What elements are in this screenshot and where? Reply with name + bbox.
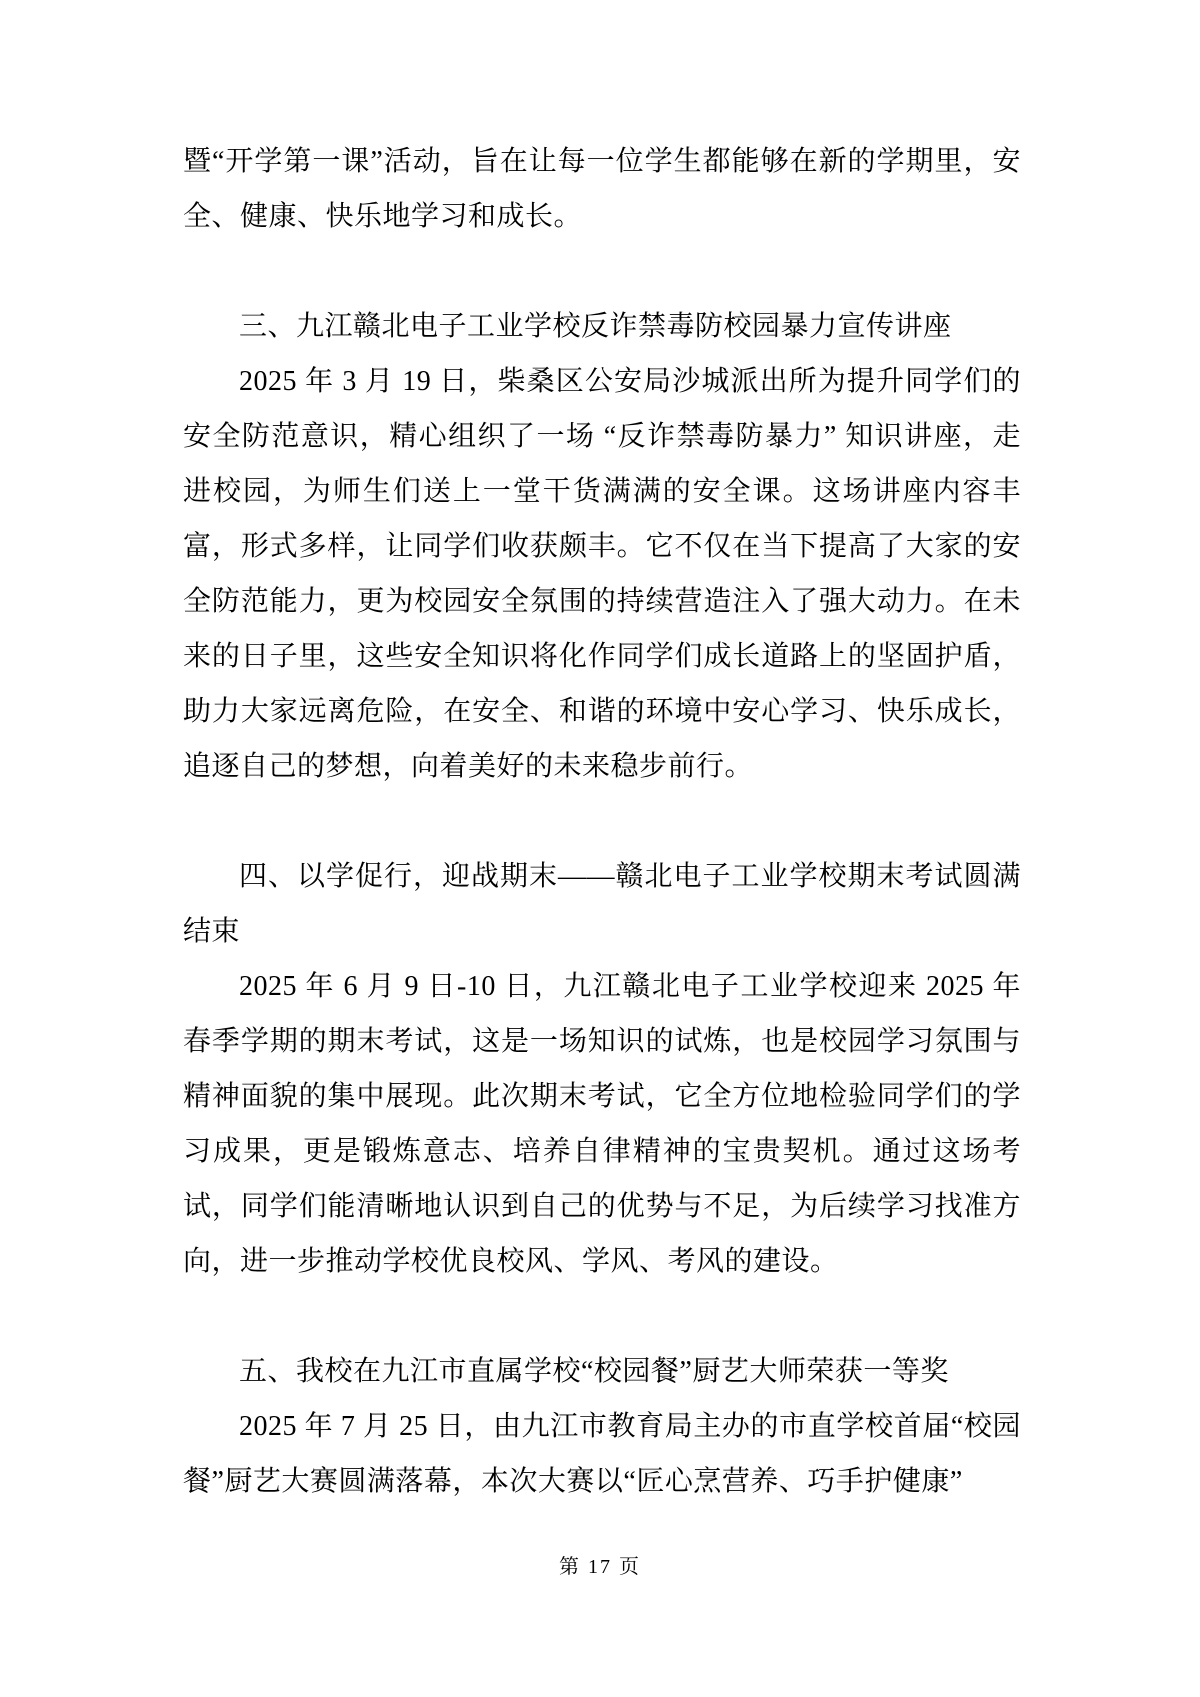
section-heading-five: 五、我校在九江市直属学校“校园餐”厨艺大师荣获一等奖	[239, 1356, 949, 1387]
section-heading-four: 四、以学促行，迎战期末——赣北电子工业学校期末考试圆满结束	[183, 861, 1021, 947]
section-five-paragraph: 2025 年 7 月 25 日，由九江市教育局主办的市直学校首届“校园餐”厨艺大赛圆满落幕，本次大赛以“匠心烹营养、巧手护健康”	[183, 1411, 1021, 1497]
section-four-paragraph: 2025 年 6 月 9 日-10 日，九江赣北电子工业学校迎来 2025 年春季学期的期末考试，这是一场知识的试炼，也是校园学习氛围与精神面貌的集中展现。此次期末考试，它全方位地检验同学们的学习成果，更是锻炼意志、培养自律精神的宝贵契机。通过这场考试，同学们能清晰地认识到自己的优势与不足，为后续学习找准方向，进一步推动学校优良校风、学风、考风的建设。	[183, 971, 1021, 1277]
page-number: 第 17 页	[559, 1556, 641, 1578]
page-content	[183, 134, 1021, 1509]
paragraph-continuation: 暨“开学第一课”活动，旨在让每一位学生都能够在新的学期里，安全、健康、快乐地学习和成长。	[183, 146, 1021, 232]
section-heading-three: 三、九江赣北电子工业学校反诈禁毒防校园暴力宣传讲座	[239, 311, 952, 342]
section-three-paragraph: 2025 年 3 月 19 日，柴桑区公安局沙城派出所为提升同学们的安全防范意识，精心组织了一场 “反诈禁毒防暴力” 知识讲座，走进校园，为师生们送上一堂干货满满的安全课。这场讲座内容丰富，形式多样，让同学们收获颇丰。它不仅在当下提高了大家的安全防范能力，更为校园安全氛围的持续营造注入了强大动力。在未来的日子里，这些安全知识将化作同学们成长道路上的坚固护盾，助力大家远离危险，在安全、和谐的环境中安心学习、快乐成长，追逐自己的梦想，向着美好的未来稳步前行。	[183, 366, 1021, 782]
